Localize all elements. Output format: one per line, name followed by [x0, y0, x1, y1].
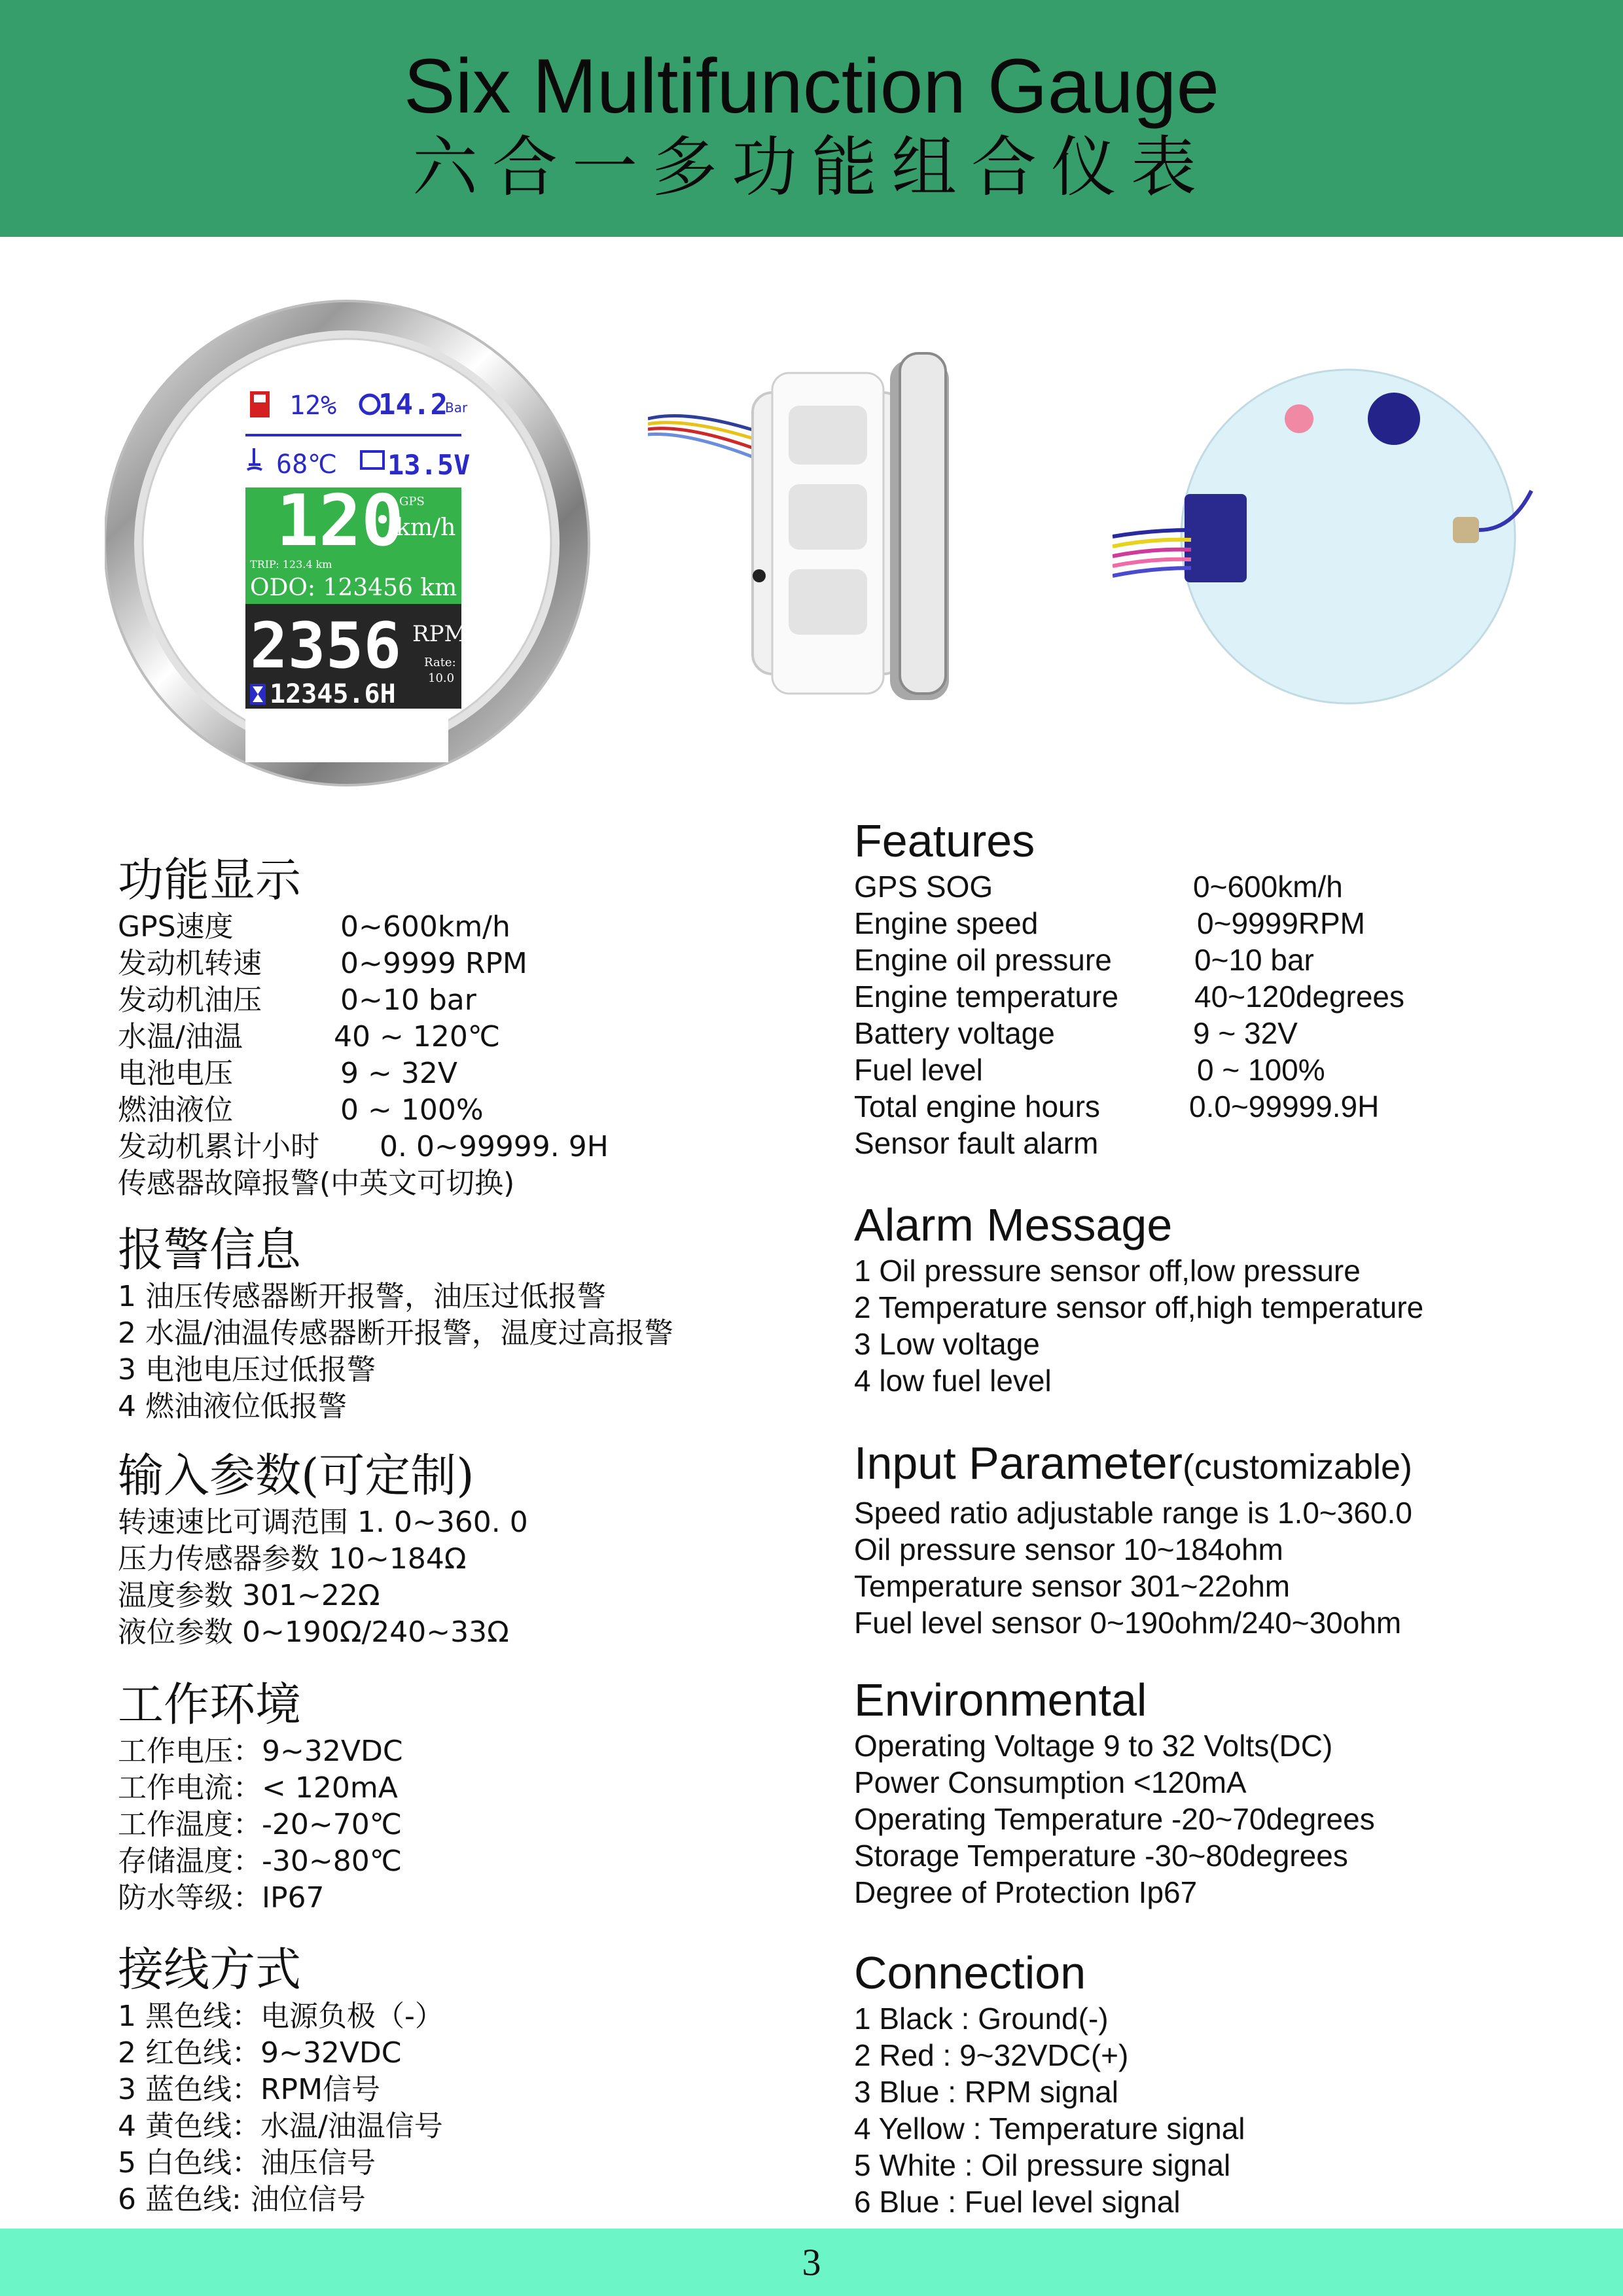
rpm-unit: RPM	[412, 621, 467, 647]
row-key: 传感器故障报警(中英文可切换)	[118, 1167, 515, 1200]
hours-readout: 12345.6H	[270, 679, 396, 709]
speed-readout: 120	[276, 480, 404, 562]
row-key: Sensor fault alarm	[854, 1126, 1099, 1160]
row-key: 发动机转速	[118, 947, 262, 980]
list-item: 2 Temperature sensor off,high temperature	[854, 1290, 1424, 1324]
pressure-readout: 14.2	[378, 388, 448, 421]
row-value: 0. 0~99999. 9H	[380, 1130, 609, 1163]
hourglass-icon	[250, 684, 266, 705]
list-item: Temperature sensor 301~22ohm	[854, 1569, 1291, 1603]
en-heading-features: Features	[854, 815, 1035, 866]
row-key: Fuel level	[854, 1053, 983, 1087]
row-value: 0~10 bar	[340, 983, 476, 1017]
gauge-front-image	[105, 288, 602, 811]
trip-readout: TRIP: 123.4 km	[250, 558, 332, 571]
rate-value: 10.0	[428, 671, 455, 685]
page-header	[0, 0, 1623, 237]
en-section-connection	[854, 1947, 1245, 2220]
row-value: 0~9999 RPM	[340, 947, 527, 980]
cn-section-connection	[118, 1943, 444, 2218]
title-chinese: 六合一多功能组合仪表	[412, 129, 1211, 205]
row-key: GPS SOG	[854, 870, 993, 904]
list-item: 工作电流：< 120mA	[118, 1771, 398, 1805]
list-item: 5 White : Oil pressure signal	[854, 2148, 1231, 2182]
list-item: 转速速比可调范围 1. 0~360. 0	[118, 1506, 528, 1539]
row-key: 电池电压	[118, 1057, 233, 1090]
row-value: 0~600km/h	[340, 910, 510, 944]
list-item: 1 油压传感器断开报警，油压过低报警	[118, 1280, 606, 1313]
rpm-readout: 2356	[250, 609, 402, 682]
title-english: Six Multifunction Gauge	[403, 43, 1220, 130]
cn-section-alarm	[118, 1224, 673, 1425]
row-value: 9 ~ 32V	[1193, 1016, 1298, 1050]
row-value: 9 ~ 32V	[340, 1057, 457, 1090]
row-value: 0~9999RPM	[1197, 906, 1365, 940]
list-item: 5 白色线：油压信号	[118, 2146, 376, 2180]
cn-heading-connection: 接线方式	[118, 1943, 301, 1996]
list-item: 4 燃油液位低报警	[118, 1390, 347, 1423]
heading-main: Input Parameter	[854, 1438, 1183, 1489]
list-item: Fuel level sensor 0~190ohm/240~30ohm	[854, 1606, 1402, 1640]
en-section-alarm	[854, 1199, 1423, 1399]
gauge-back-image	[1113, 366, 1544, 707]
heading-suffix: (customizable)	[1182, 1447, 1413, 1487]
fuel-readout: 12%	[289, 391, 337, 421]
list-item: 6 蓝色线: 油位信号	[118, 2183, 366, 2216]
list-item: 工作电压：9~32VDC	[118, 1735, 403, 1768]
cn-heading-environment: 工作环境	[118, 1678, 301, 1731]
list-item: 1 黑色线：电源负极（-）	[118, 2000, 444, 2033]
list-item: 4 黄色线：水温/油温信号	[118, 2110, 443, 2143]
gauge-side-image	[648, 347, 995, 700]
list-item: Degree of Protection Ip67	[854, 1875, 1198, 1909]
row-value: 40~120degrees	[1194, 980, 1405, 1014]
en-section-features	[854, 815, 1404, 1161]
list-item: 1 Black : Ground(-)	[854, 2002, 1109, 2036]
row-key: GPS速度	[118, 910, 234, 944]
en-heading-input	[854, 1437, 1412, 1493]
page-number: 3	[802, 2241, 821, 2284]
list-item: Operating Voltage 9 to 32 Volts(DC)	[854, 1729, 1333, 1763]
cn-heading-function: 功能显示	[118, 853, 301, 907]
page-footer	[0, 2229, 1623, 2296]
row-key: Total engine hours	[854, 1089, 1100, 1123]
list-item: 防水等级：IP67	[118, 1881, 325, 1915]
row-key: 水温/油温	[118, 1020, 243, 1053]
list-item: 1 Oil pressure sensor off,low pressure	[854, 1254, 1361, 1288]
list-item: 4 Yellow : Temperature signal	[854, 2111, 1245, 2146]
list-item: 6 Blue : Fuel level signal	[854, 2185, 1181, 2219]
row-key: 发动机油压	[118, 983, 262, 1017]
gps-label: GPS	[399, 495, 425, 508]
row-value: 0 ~ 100%	[340, 1093, 484, 1127]
en-section-input	[854, 1437, 1412, 1641]
list-item: 3 电池电压过低报警	[118, 1353, 376, 1386]
list-item: 2 水温/油温传感器断开报警，温度过高报警	[118, 1316, 673, 1350]
cn-section-function	[118, 854, 609, 1202]
list-item: Speed ratio adjustable range is 1.0~360.0	[854, 1496, 1412, 1530]
list-item: 3 Low voltage	[854, 1327, 1040, 1361]
list-item: 4 low fuel level	[854, 1364, 1052, 1398]
en-heading-alarm: Alarm Message	[854, 1199, 1173, 1250]
odo-readout: ODO: 123456 km	[250, 574, 457, 601]
cn-section-environment	[118, 1678, 403, 1916]
list-item: 温度参数 301~22Ω	[118, 1579, 380, 1612]
row-key: 发动机累计小时	[118, 1130, 319, 1163]
list-item: Operating Temperature -20~70degrees	[854, 1802, 1375, 1836]
row-value: 40 ~ 120℃	[334, 1020, 501, 1053]
row-value: 0~600km/h	[1193, 870, 1343, 904]
fuel-pump-icon	[250, 391, 270, 417]
pressure-unit: Bar	[445, 400, 468, 415]
list-item: 3 蓝色线：RPM信号	[118, 2073, 381, 2106]
cn-heading-input: 输入参数(可定制)	[118, 1449, 474, 1502]
en-heading-environment: Environmental	[854, 1674, 1147, 1725]
list-item: 液位参数 0~190Ω/240~33Ω	[118, 1616, 509, 1649]
row-value: 0~10 bar	[1194, 943, 1314, 977]
row-key: Engine temperature	[854, 980, 1119, 1014]
en-heading-connection: Connection	[854, 1947, 1086, 1998]
list-item: 压力传感器参数 10~184Ω	[118, 1542, 467, 1576]
rate-label: Rate:	[424, 656, 456, 669]
row-key: Engine oil pressure	[854, 943, 1112, 977]
list-item: Storage Temperature -30~80degrees	[854, 1839, 1348, 1873]
voltage-readout: 13.5V	[387, 449, 471, 481]
row-key: Engine speed	[854, 906, 1039, 940]
list-item: 2 红色线：9~32VDC	[118, 2036, 402, 2070]
list-item: Power Consumption <120mA	[854, 1765, 1247, 1799]
list-item: 存储温度：-30~80℃	[118, 1845, 402, 1878]
list-item: Oil pressure sensor 10~184ohm	[854, 1532, 1283, 1566]
list-item: 2 Red : 9~32VDC(+)	[854, 2038, 1129, 2072]
cn-heading-alarm: 报警信息	[118, 1223, 301, 1277]
list-item: 工作温度：-20~70℃	[118, 1808, 402, 1841]
cn-section-input	[118, 1449, 528, 1651]
temp-readout: 68℃	[276, 450, 338, 480]
list-item: 3 Blue : RPM signal	[854, 2075, 1118, 2109]
en-section-environment	[854, 1674, 1375, 1911]
row-value: 0 ~ 100%	[1197, 1053, 1325, 1087]
row-key: 燃油液位	[118, 1093, 233, 1127]
row-value: 0.0~99999.9H	[1189, 1089, 1380, 1123]
speed-unit: km/h	[396, 514, 456, 541]
row-key: Battery voltage	[854, 1016, 1055, 1050]
